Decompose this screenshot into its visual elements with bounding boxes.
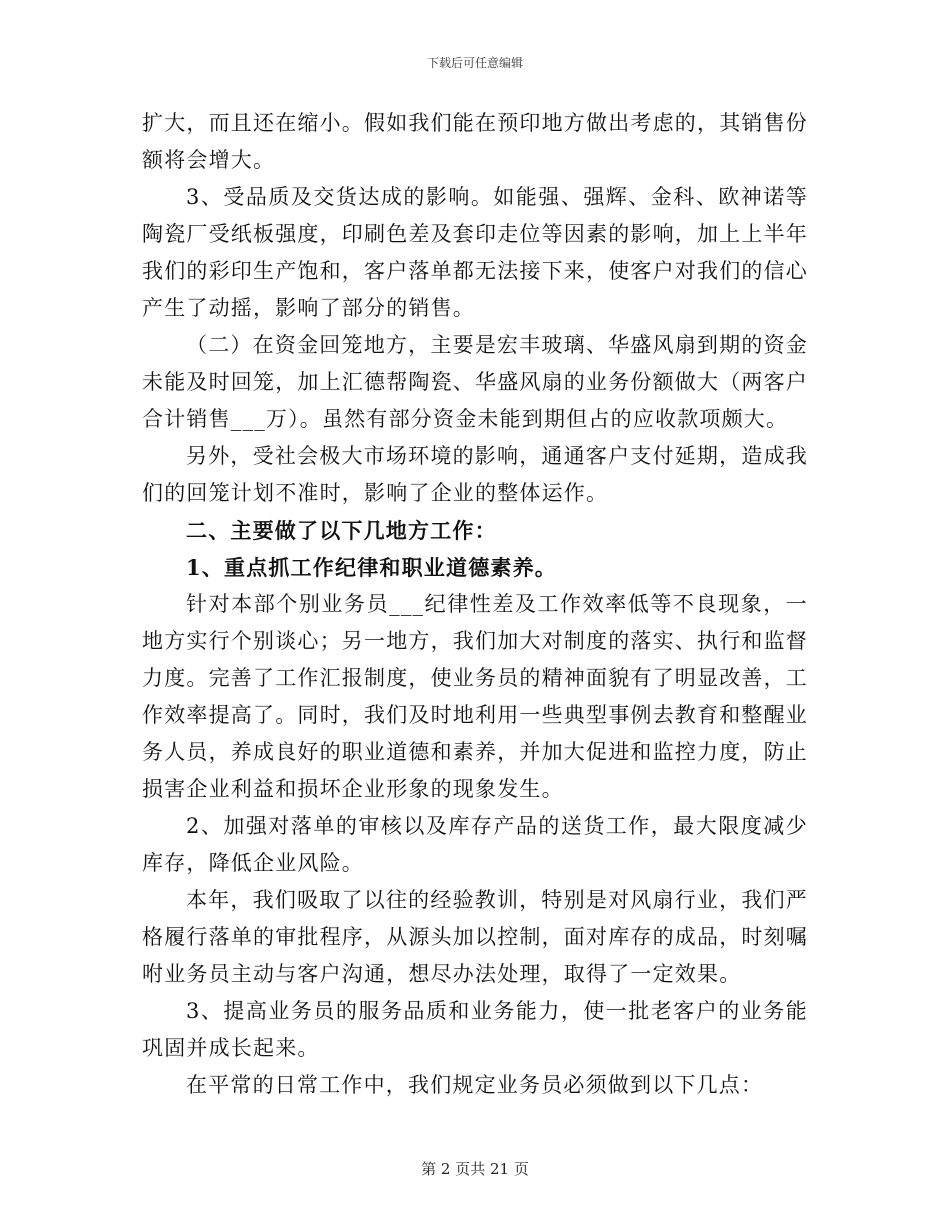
paragraph-4: 另外，受社会极大市场环境的影响，通通客户支付延期，造成我们的回笼计划不准时，影响了企业的整体运作。 (142, 444, 808, 505)
paragraph-10: 3、提高业务员的服务品质和业务能力，使一批老客户的业务能巩固并成长起来。 (142, 999, 808, 1060)
section-heading: 二、主要做了以下几地方工作： (186, 518, 497, 543)
paragraph-8: 2、加强对落单的审核以及库存产品的送货工作，最大限度减少库存，降低企业风险。 (142, 814, 808, 875)
page-footer: 第 2 页共 21 页 (421, 1160, 529, 1178)
paragraph-9: 本年，我们吸取了以往的经验教训，特别是对风扇行业，我们严格履行落单的审批程序，从源头加以控制，面对库存的成品，时刻嘱咐业务员主动与客户沟通，想尽办法处理，取得了一定效果。 (142, 888, 808, 986)
paragraph-11: 在平常的日常工作中，我们规定业务员必须做到以下几点： (186, 1073, 764, 1097)
paragraph-1: 扩大，而且还在缩小。假如我们能在预印地方做出考虑的，其销售份额将会增大。 (142, 111, 808, 172)
subsection-heading: 1、重点抓工作纪律和职业道德素养。 (186, 555, 558, 580)
page-header: 下载后可任意编辑 (426, 56, 523, 70)
paragraph-7: 针对本部个别业务员___纪律性差及工作效率低等不良现象，一地方实行个别谈心；另一地方，我们加大对制度的落实、执行和监督力度。完善了工作汇报制度，使业务员的精神面貌有了明显改善，工作效率提高了。同时，我们及时地利用一些典型事例去教育和整醒业务人员，养成良好的职业道德和素养，并加大促进和监控力度，防止损害企业利益和损坏企业形象的现象发生。 (142, 592, 808, 801)
paragraph-3: （二）在资金回笼地方，主要是宏丰玻璃、华盛风扇到期的资金未能及时回笼，加上汇德帮陶瓷、华盛风扇的业务份额做大（两客户合计销售___万）。虽然有部分资金未能到期但占的应收款项颇大。 (142, 333, 808, 431)
document-body (142, 105, 808, 1104)
paragraph-2: 3、受品质及交货达成的影响。如能强、强辉、金科、欧神诺等陶瓷厂受纸板强度，印刷色差及套印走位等因素的影响，加上上半年我们的彩印生产饱和，客户落单都无法接下来，使客户对我们的信心产生了动摇，影响了部分的销售。 (142, 185, 808, 320)
